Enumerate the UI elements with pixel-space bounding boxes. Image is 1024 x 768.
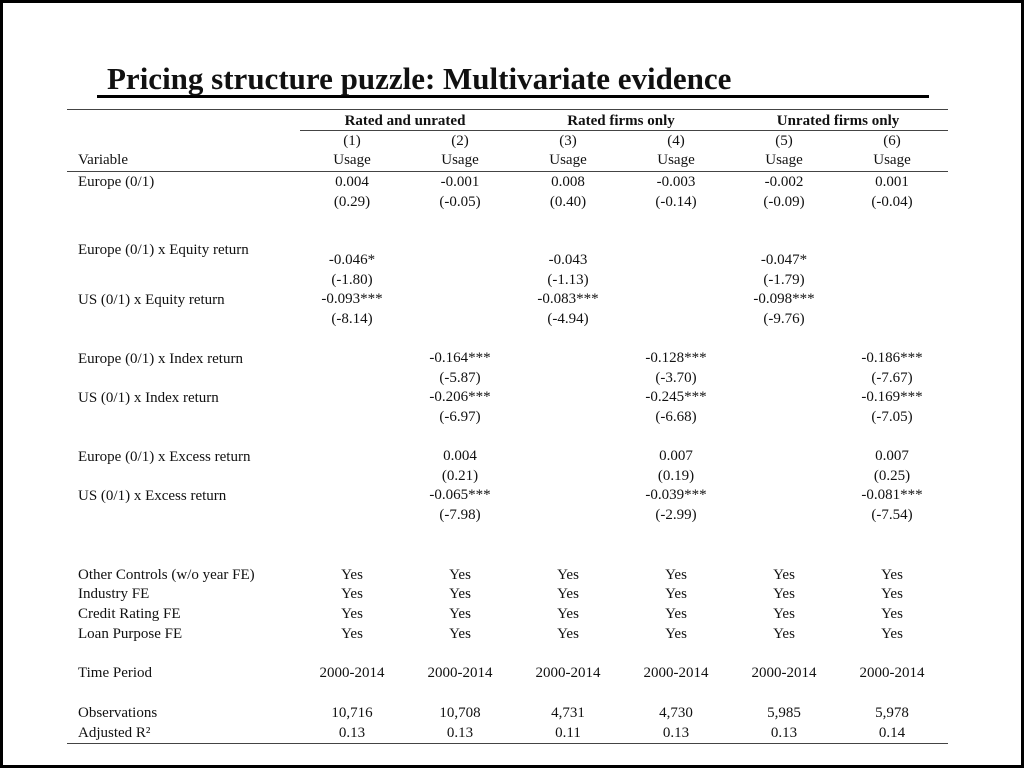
tstat-cell: (-7.54): [871, 507, 913, 523]
yes-cell: Yes: [557, 586, 579, 602]
tstat-cell: (-0.04): [871, 194, 913, 210]
dep-var: Usage: [333, 152, 371, 168]
coef-cell: 0.007: [875, 448, 909, 464]
row-label-europe-index: Europe (0/1) x Index return: [78, 351, 243, 367]
yes-cell: Yes: [881, 606, 903, 622]
tstat-cell: (-6.68): [655, 409, 697, 425]
coef-cell: -0.206***: [429, 389, 491, 405]
coef-cell: -0.043: [548, 252, 588, 268]
row-label-us-index: US (0/1) x Index return: [78, 390, 219, 406]
slide-title: Pricing structure puzzle: Multivariate evidence: [97, 60, 929, 98]
tstat-cell: (-1.80): [331, 272, 373, 288]
coef-cell: -0.065***: [429, 487, 491, 503]
tstat-cell: (-2.99): [655, 507, 697, 523]
coef-cell: -0.098***: [753, 291, 815, 307]
period-cell: 2000-2014: [643, 665, 709, 681]
obs-cell: 4,731: [551, 705, 585, 721]
group-rated-and-unrated: Rated and unrated: [344, 113, 466, 129]
row-label-time-period: Time Period: [78, 665, 153, 681]
coef-cell: -0.046*: [328, 252, 376, 268]
tstat-cell: (-4.94): [547, 311, 589, 327]
top-rule: [67, 109, 948, 110]
model-number: (1): [343, 133, 361, 149]
coef-cell: -0.245***: [645, 389, 707, 405]
coef-cell: 0.004: [335, 174, 369, 190]
row-label-europe-excess: Europe (0/1) x Excess return: [78, 449, 251, 465]
model-number: (6): [883, 133, 901, 149]
tstat-cell: (-6.97): [439, 409, 481, 425]
obs-cell: 4,730: [659, 705, 693, 721]
r2-cell: 0.13: [662, 725, 690, 741]
obs-cell: 5,985: [767, 705, 801, 721]
variable-header: Variable: [78, 152, 128, 168]
dep-var: Usage: [441, 152, 479, 168]
yes-cell: Yes: [665, 567, 687, 583]
tstat-cell: (-0.14): [655, 194, 697, 210]
tstat-cell: (-7.98): [439, 507, 481, 523]
coef-cell: 0.008: [551, 174, 585, 190]
row-label-credit-rating-fe: Credit Rating FE: [78, 606, 181, 622]
tstat-cell: (-0.09): [763, 194, 805, 210]
row-label-adjusted-r2: Adjusted R²: [78, 725, 151, 741]
tstat-cell: (-1.79): [763, 272, 805, 288]
group-rule: [300, 130, 948, 131]
yes-cell: Yes: [449, 586, 471, 602]
coef-cell: -0.039***: [645, 487, 707, 503]
coef-cell: 0.007: [659, 448, 693, 464]
coef-cell: 0.004: [443, 448, 477, 464]
coef-cell: -0.128***: [645, 350, 707, 366]
coef-cell: -0.083***: [537, 291, 599, 307]
obs-cell: 5,978: [875, 705, 909, 721]
period-cell: 2000-2014: [427, 665, 493, 681]
yes-cell: Yes: [881, 586, 903, 602]
tstat-cell: (0.19): [657, 468, 695, 484]
coef-cell: -0.081***: [861, 487, 923, 503]
coef-cell: -0.047*: [760, 252, 808, 268]
row-label-europe: Europe (0/1): [78, 174, 155, 190]
tstat-cell: (-8.14): [331, 311, 373, 327]
coef-cell: -0.169***: [861, 389, 923, 405]
row-label-controls: Other Controls (w/o year FE): [78, 567, 255, 583]
yes-cell: Yes: [881, 567, 903, 583]
yes-cell: Yes: [665, 586, 687, 602]
yes-cell: Yes: [881, 626, 903, 642]
coef-cell: -0.186***: [861, 350, 923, 366]
yes-cell: Yes: [341, 606, 363, 622]
group-unrated-only: Unrated firms only: [776, 113, 900, 129]
tstat-cell: (-7.67): [871, 370, 913, 386]
yes-cell: Yes: [773, 606, 795, 622]
model-number: (4): [667, 133, 685, 149]
tstat-cell: (0.40): [549, 194, 587, 210]
coef-cell: -0.003: [656, 174, 696, 190]
tstat-cell: (0.29): [333, 194, 371, 210]
dep-var: Usage: [549, 152, 587, 168]
yes-cell: Yes: [341, 567, 363, 583]
yes-cell: Yes: [773, 626, 795, 642]
row-label-us-excess: US (0/1) x Excess return: [78, 488, 227, 504]
obs-cell: 10,708: [439, 705, 481, 721]
row-label-europe-equity: Europe (0/1) x Equity return: [78, 242, 249, 258]
row-label-us-equity: US (0/1) x Equity return: [78, 292, 225, 308]
dep-var: Usage: [765, 152, 803, 168]
model-number: (3): [559, 133, 577, 149]
coef-cell: 0.001: [875, 174, 909, 190]
yes-cell: Yes: [341, 626, 363, 642]
r2-cell: 0.13: [338, 725, 366, 741]
tstat-cell: (-9.76): [763, 311, 805, 327]
obs-cell: 10,716: [331, 705, 373, 721]
header-rule: [67, 171, 948, 172]
tstat-cell: (-7.05): [871, 409, 913, 425]
coef-cell: -0.001: [440, 174, 480, 190]
tstat-cell: (0.25): [873, 468, 911, 484]
tstat-cell: (-0.05): [439, 194, 481, 210]
r2-cell: 0.13: [770, 725, 798, 741]
yes-cell: Yes: [773, 567, 795, 583]
tstat-cell: (-3.70): [655, 370, 697, 386]
coef-cell: -0.093***: [321, 291, 383, 307]
bottom-rule: [67, 743, 948, 744]
yes-cell: Yes: [557, 567, 579, 583]
period-cell: 2000-2014: [319, 665, 385, 681]
tstat-cell: (0.21): [441, 468, 479, 484]
tstat-cell: (-5.87): [439, 370, 481, 386]
period-cell: 2000-2014: [859, 665, 925, 681]
yes-cell: Yes: [449, 606, 471, 622]
coef-cell: -0.164***: [429, 350, 491, 366]
coef-cell: -0.002: [764, 174, 804, 190]
group-rated-only: Rated firms only: [567, 113, 675, 129]
row-label-industry-fe: Industry FE: [78, 586, 150, 602]
yes-cell: Yes: [665, 626, 687, 642]
yes-cell: Yes: [773, 586, 795, 602]
r2-cell: 0.14: [878, 725, 906, 741]
r2-cell: 0.13: [446, 725, 474, 741]
dep-var: Usage: [873, 152, 911, 168]
yes-cell: Yes: [665, 606, 687, 622]
r2-cell: 0.11: [555, 725, 581, 741]
model-number: (2): [451, 133, 469, 149]
dep-var: Usage: [657, 152, 695, 168]
model-number: (5): [775, 133, 793, 149]
yes-cell: Yes: [557, 606, 579, 622]
row-label-observations: Observations: [78, 705, 158, 721]
tstat-cell: (-1.13): [547, 272, 589, 288]
yes-cell: Yes: [449, 626, 471, 642]
row-label-loan-purpose-fe: Loan Purpose FE: [78, 626, 183, 642]
yes-cell: Yes: [557, 626, 579, 642]
period-cell: 2000-2014: [751, 665, 817, 681]
yes-cell: Yes: [449, 567, 471, 583]
period-cell: 2000-2014: [535, 665, 601, 681]
yes-cell: Yes: [341, 586, 363, 602]
